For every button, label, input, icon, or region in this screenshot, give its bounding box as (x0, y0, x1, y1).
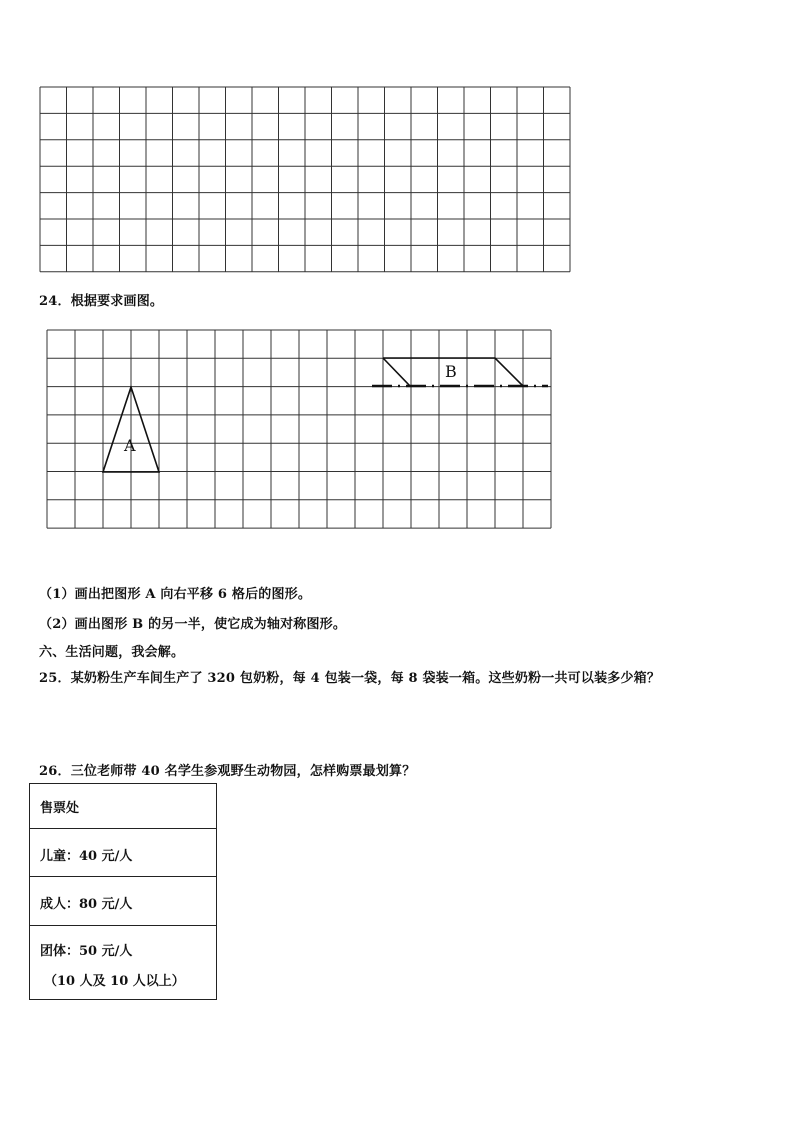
ticket-row-header (30, 784, 216, 829)
question-24-step-1: （1）画出把图形 A 向右平移 6 格后的图形。 (39, 587, 312, 602)
shape-a-label: A (124, 436, 136, 455)
question-26-text: 26．三位老师带 40 名学生参观野生动物园，怎样购票最划算？ (39, 764, 416, 779)
section-6-title: 六、生活问题，我会解。 (39, 645, 185, 660)
ticket-header: 售票处 (40, 801, 80, 816)
question-24-step-2: （2）画出图形 B 的另一半，使它成为轴对称图形。 (39, 617, 347, 632)
shape-b-left-edge (383, 358, 410, 386)
ticket-group-note: （10 人及 10 人以上） (44, 974, 185, 989)
ticket-price-table (29, 783, 217, 1000)
question-24-grid (0, 0, 794, 560)
question-24-title: 24．根据要求画图。 (39, 294, 164, 309)
ticket-row-group (30, 926, 216, 999)
shape-b-label: B (445, 362, 457, 381)
ticket-group-price: 团体：50 元/人 (40, 944, 133, 959)
ticket-adult-price: 成人：80 元/人 (40, 897, 133, 912)
ticket-child-price: 儿童：40 元/人 (40, 849, 133, 864)
question-25-text: 25．某奶粉生产车间生产了 320 包奶粉，每 4 包装一袋，每 8 袋装一箱。这些奶粉一共可以装多少箱？ (39, 671, 661, 686)
ticket-row-adult (30, 877, 216, 926)
ticket-row-child (30, 829, 216, 877)
